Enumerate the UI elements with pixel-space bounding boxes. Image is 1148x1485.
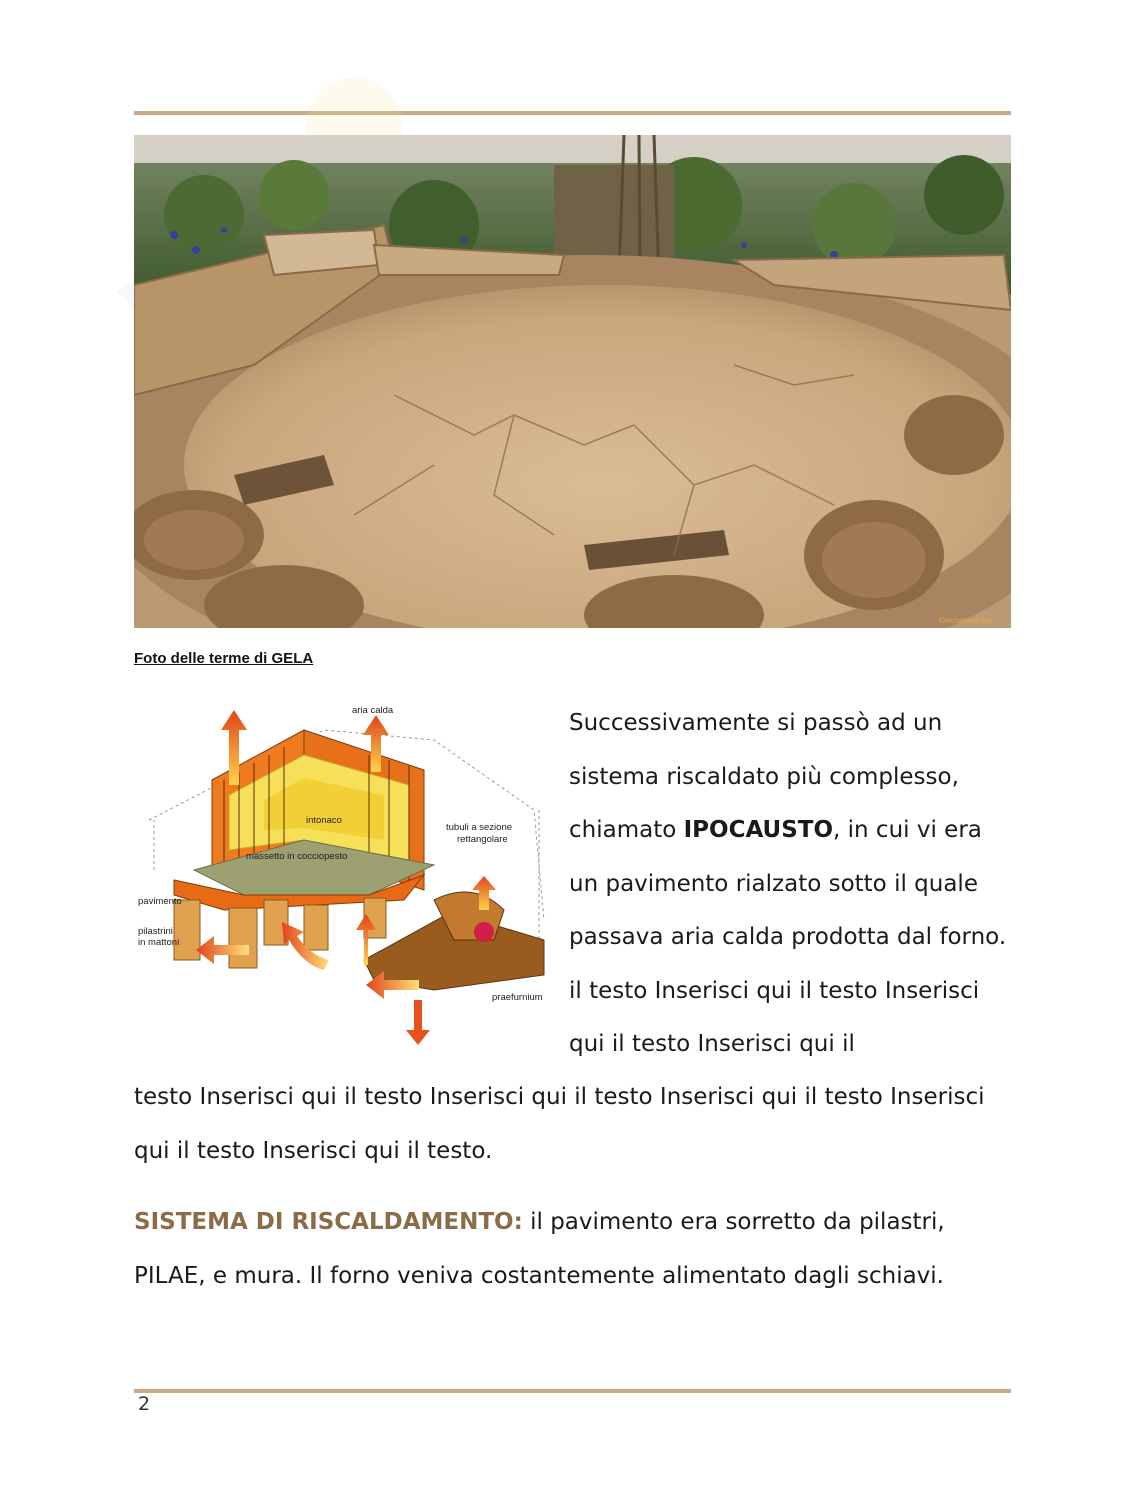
label-tubes-2: rettangolare bbox=[457, 834, 508, 845]
photo-credit: Greciaoesicilia bbox=[939, 616, 992, 625]
label-furnace: praefurnium bbox=[492, 992, 543, 1003]
label-hot-air: aria calda bbox=[352, 705, 394, 716]
label-tubes-1: tubuli a sezione bbox=[446, 822, 513, 833]
label-pillars-2: in mattoni bbox=[138, 937, 180, 948]
heating-heading: SISTEMA DI RISCALDAMENTO: bbox=[134, 1209, 523, 1235]
label-screed: massetto in cocciopesto bbox=[246, 851, 348, 862]
heating-paragraph: SISTEMA DI RISCALDAMENTO: il pavimento era sorretto da pilastri, PILAE, e mura. Il forno veniva costantemente alimentato dagli schiavi. bbox=[134, 1209, 945, 1289]
header-rule bbox=[134, 111, 1011, 115]
footer-rule bbox=[134, 1389, 1011, 1393]
photo-gela-baths bbox=[134, 135, 1011, 628]
hypocaust-diagram bbox=[134, 700, 554, 1045]
label-plaster: intonaco bbox=[306, 815, 342, 826]
intro-paragraph: Successivamente si passò ad un sistema riscaldato più complesso, chiamato IPOCAUSTO, in cui vi era un pavimento rialzato sotto il quale passava aria calda prodotta dal forno. il testo Inserisci qui il testo Inserisci qui il testo Inserisci qui il bbox=[569, 710, 1007, 1057]
keyword-ipocausto: IPOCAUSTO bbox=[683, 817, 834, 843]
label-pillars-1: pilastrini bbox=[138, 926, 173, 937]
photo-caption: Foto delle terme di GELA bbox=[134, 650, 314, 667]
label-floor: pavimento bbox=[138, 896, 182, 907]
page-number: 2 bbox=[138, 1393, 151, 1415]
intro-paragraph-continued: testo Inserisci qui il testo Inserisci qui il testo Inserisci qui il testo Inserisci qui il testo Inserisci qui il testo. bbox=[134, 1084, 985, 1164]
